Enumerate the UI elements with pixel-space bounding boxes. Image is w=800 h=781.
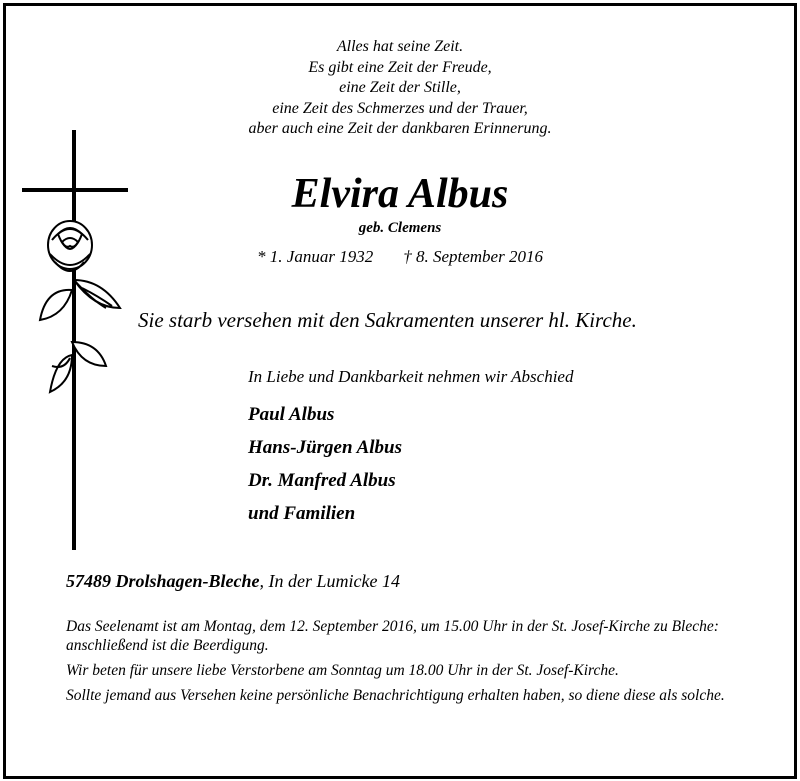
family-member: Paul Albus: [248, 404, 335, 425]
family-member: Dr. Manfred Albus: [248, 470, 396, 491]
family-list: [248, 398, 402, 530]
poem-line: eine Zeit der Stille,: [339, 79, 461, 96]
death-date: † 8. September 2016: [403, 247, 543, 266]
note-paragraph: Wir beten für unsere liebe Verstorbene am Sonntag um 18.00 Uhr in der St. Josef-Kirche.: [66, 662, 619, 679]
family-member: und Familien: [248, 503, 356, 524]
life-dates: [0, 246, 800, 268]
farewell-intro: In Liebe und Dankbarkeit nehmen wir Abschied: [248, 367, 574, 386]
note-paragraph: Das Seelenamt ist am Montag, dem 12. September 2016, um 15.00 Uhr in der St. Josef-Kirche zu Bleche: anschließend ist die Beerdigung.: [66, 618, 719, 654]
maiden-name: geb. Clemens: [358, 220, 442, 236]
address: [66, 569, 400, 593]
poem-line: aber auch eine Zeit der dankbaren Erinnerung.: [248, 120, 552, 137]
family-member: Hans-Jürgen Albus: [248, 437, 402, 458]
poem-line: Es gibt eine Zeit der Freude,: [308, 58, 492, 76]
birth-date: * 1. Januar 1932: [257, 247, 374, 266]
address-city: 57489 Drolshagen-Bleche: [66, 571, 260, 591]
deceased-name: Elvira Albus: [291, 171, 509, 217]
sacrament-line: Sie starb versehen mit den Sakramenten unserer hl. Kirche.: [138, 308, 637, 332]
poem-line: eine Zeit des Schmerzes und der Trauer,: [272, 99, 528, 117]
address-street: , In der Lumicke 14: [259, 571, 400, 591]
poem: [0, 37, 800, 140]
service-notes: [66, 617, 736, 711]
note-paragraph: Sollte jemand aus Versehen keine persönliche Benachrichtigung erhalten haben, so diene diese als solche.: [66, 687, 725, 704]
poem-line: Alles hat seine Zeit.: [336, 38, 464, 55]
